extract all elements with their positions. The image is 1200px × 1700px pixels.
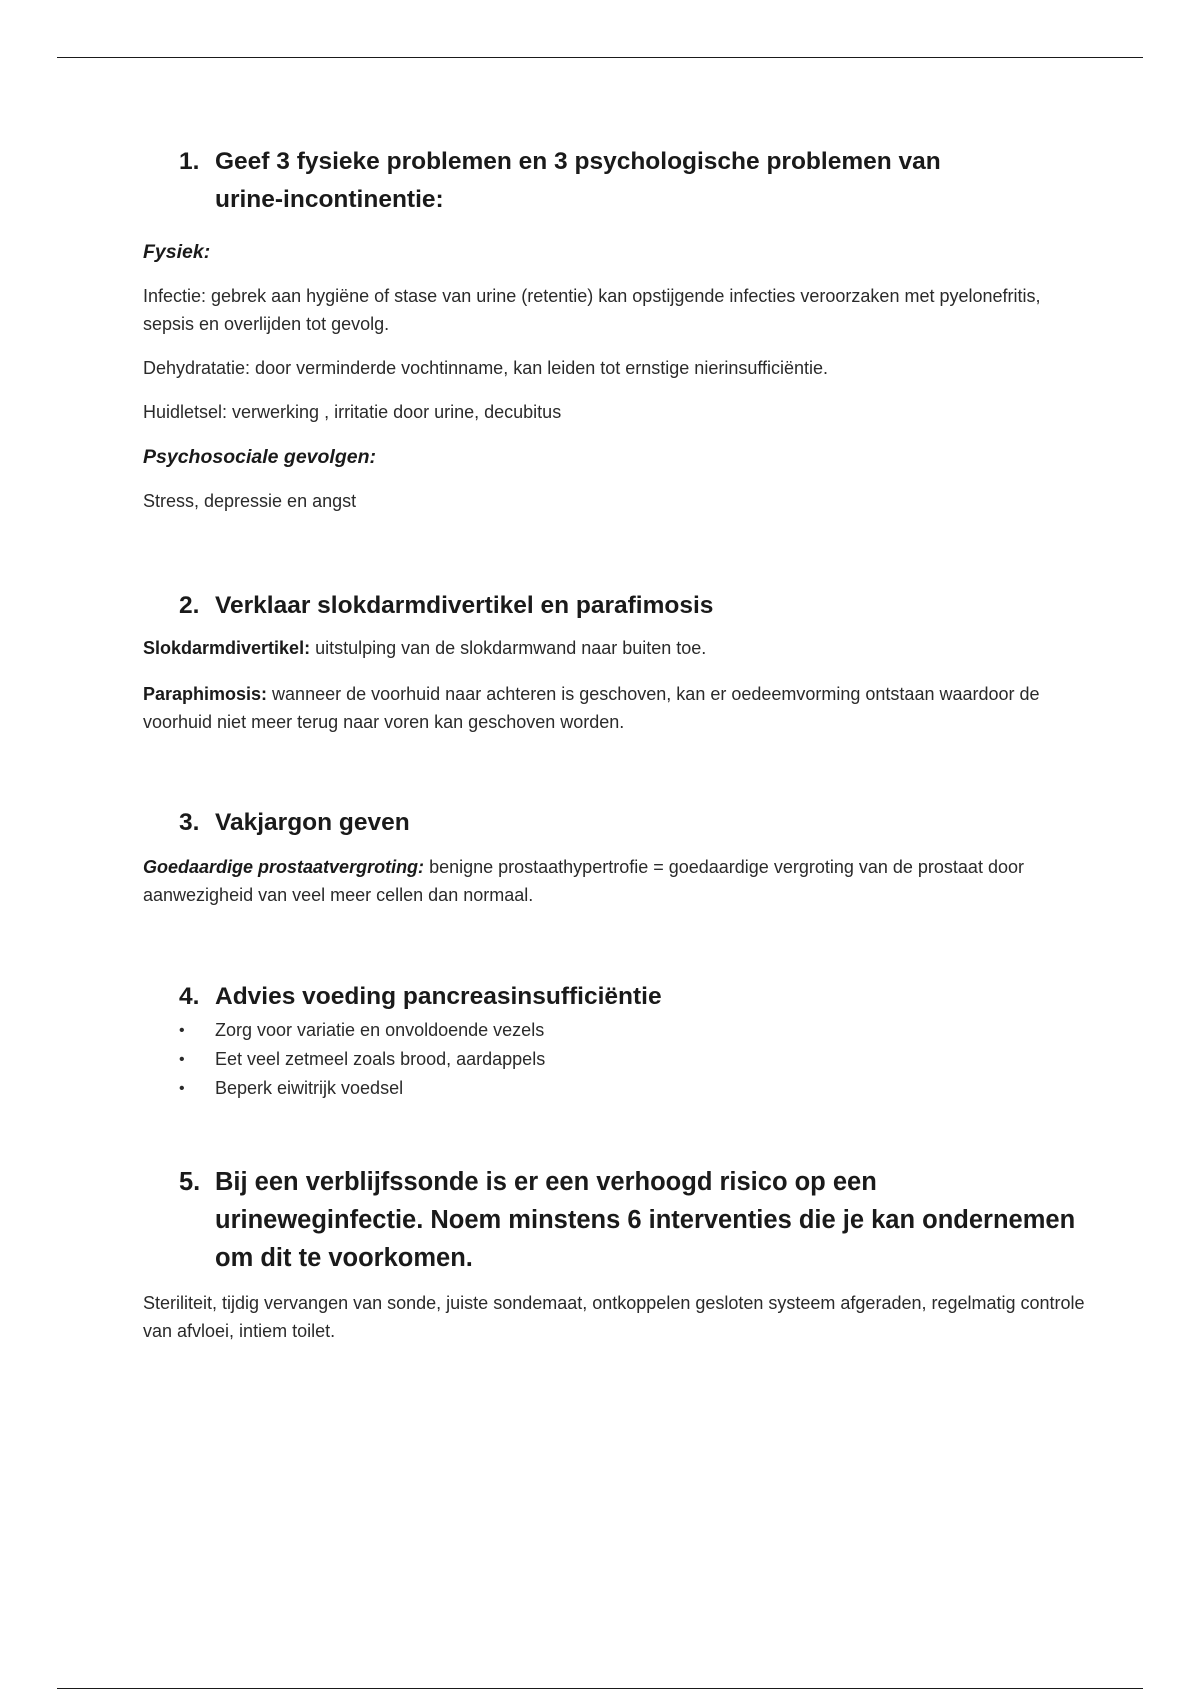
advice-list bbox=[143, 1016, 1088, 1103]
question-title: Advies voeding pancreasinsufficiëntie bbox=[215, 983, 662, 1010]
term: Goedaardige prostaatvergroting: bbox=[143, 857, 425, 877]
question-title: Vakjargon geven bbox=[215, 809, 410, 836]
section-label-fysiek: Fysiek: bbox=[143, 241, 211, 263]
question-number: 3. bbox=[179, 809, 200, 836]
footer-rule bbox=[57, 1688, 1143, 1689]
definition-prostaatvergroting bbox=[143, 853, 1088, 909]
question-title: Verklaar slokdarmdivertikel en parafimosis bbox=[215, 592, 714, 619]
bullet-icon: • bbox=[179, 1051, 185, 1068]
term: Paraphimosis: bbox=[143, 684, 268, 704]
bullet-icon: • bbox=[179, 1022, 185, 1039]
definition-text: wanneer de voorhuid naar achteren is geschoven, kan er oedeemvorming ontstaan waardoor de voorhuid niet meer terug naar voren kan geschoven worden. bbox=[143, 684, 1040, 732]
question-1-heading bbox=[143, 143, 1088, 219]
question-title: Geef 3 fysieke problemen en 3 psychologische problemen van urine-incontinentie: bbox=[215, 148, 941, 213]
paragraph-infectie: Infectie: gebrek aan hygiëne of stase van urine (retentie) kan opstijgende infecties veroorzaken met pyelonefritis, sepsis en overlijden tot gevolg. bbox=[143, 286, 1041, 334]
question-number: 1. bbox=[179, 148, 200, 175]
bullet-icon: • bbox=[179, 1080, 185, 1097]
paragraph-stress: Stress, depressie en angst bbox=[143, 491, 357, 511]
question-number: 4. bbox=[179, 983, 200, 1010]
list-item-text: Eet veel zetmeel zoals brood, aardappels bbox=[215, 1049, 546, 1069]
definition-text: uitstulping van de slokdarmwand naar buiten toe. bbox=[310, 638, 707, 658]
list-item bbox=[143, 1045, 1088, 1074]
answer-interventies: Steriliteit, tijdig vervangen van sonde, juiste sondemaat, ontkoppelen gesloten systeem afgeraden, regelmatig controle van afvloei, intiem toilet. bbox=[143, 1293, 1085, 1341]
question-3 bbox=[143, 804, 1088, 909]
question-number: 5. bbox=[179, 1168, 201, 1196]
question-5 bbox=[143, 1163, 1088, 1345]
definition-slokdarmdivertikel bbox=[143, 634, 1088, 662]
term: Slokdarmdivertikel: bbox=[143, 638, 311, 658]
question-4 bbox=[143, 978, 1088, 1103]
section-label-psychosociaal: Psychosociale gevolgen: bbox=[143, 446, 377, 468]
question-5-heading bbox=[143, 1163, 1088, 1277]
paragraph-dehydratatie: Dehydratatie: door verminderde vochtinname, kan leiden tot ernstige nierinsufficiëntie. bbox=[143, 358, 829, 378]
list-item bbox=[143, 1016, 1088, 1045]
question-title: Bij een verblijfssonde is er een verhoogd risico op een urineweginfectie. Noem minstens 6 interventies die je kan ondernemen om dit te voorkomen. bbox=[215, 1168, 1076, 1272]
question-4-heading bbox=[143, 978, 1088, 1016]
list-item-text: Beperk eiwitrijk voedsel bbox=[215, 1078, 404, 1098]
paragraph-huidletsel: Huidletsel: verwerking , irritatie door urine, decubitus bbox=[143, 402, 562, 422]
list-item bbox=[143, 1074, 1088, 1103]
question-2 bbox=[143, 587, 1088, 736]
question-2-heading bbox=[143, 587, 1088, 625]
question-number: 2. bbox=[179, 592, 200, 619]
definition-text: benigne prostaathypertrofie = goedaardige vergroting van de prostaat door aanwezigheid van veel meer cellen dan normaal. bbox=[143, 857, 1024, 905]
list-item-text: Zorg voor variatie en onvoldoende vezels bbox=[215, 1020, 545, 1040]
header-rule bbox=[57, 57, 1143, 58]
definition-paraphimosis bbox=[143, 680, 1088, 736]
question-3-heading bbox=[143, 804, 1088, 842]
question-1 bbox=[143, 143, 1088, 515]
